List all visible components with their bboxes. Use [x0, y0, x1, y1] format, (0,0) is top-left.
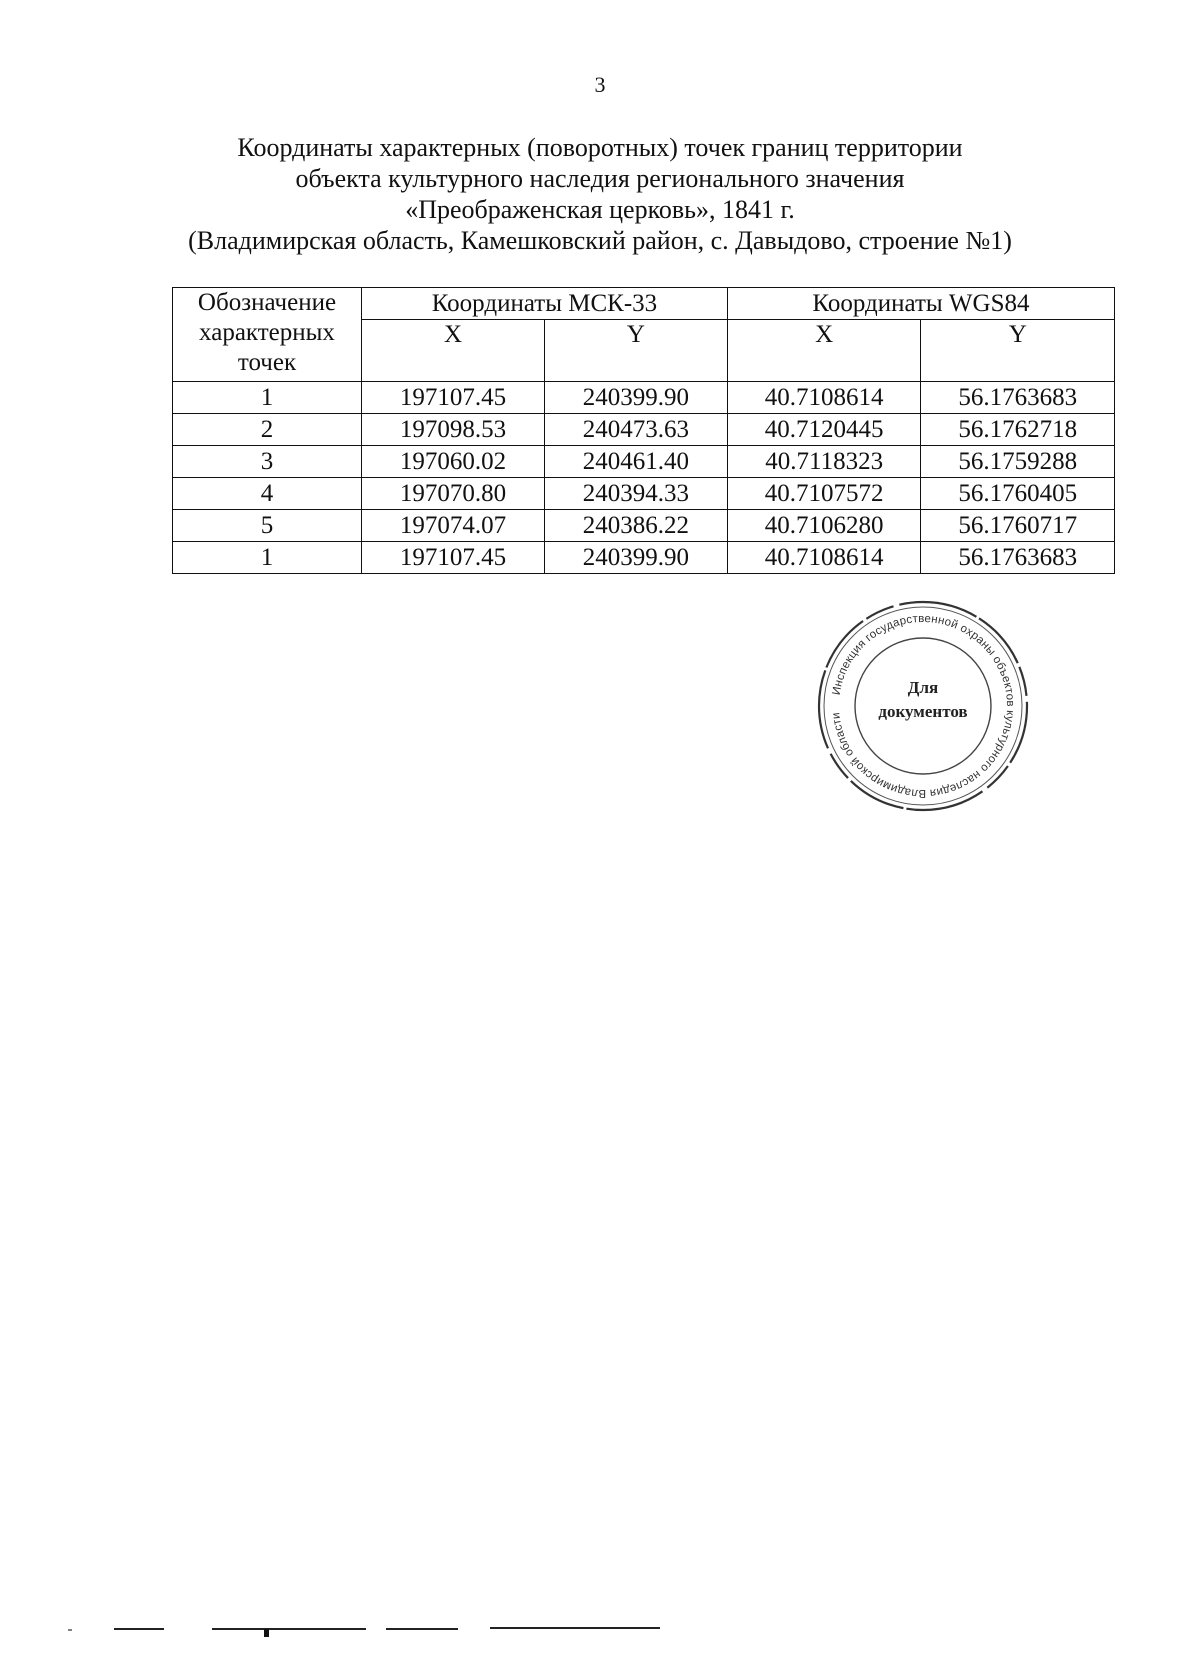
cell-msk-y: 240461.40 — [544, 446, 727, 478]
table-row — [173, 542, 1115, 574]
cell-msk-y: 240473.63 — [544, 414, 727, 446]
cell-wgs-y: 56.1762718 — [921, 414, 1115, 446]
table-row — [173, 446, 1115, 478]
header-msk-y: Y — [544, 320, 727, 382]
header-designation — [173, 288, 362, 382]
cell-wgs-x: 40.7108614 — [727, 542, 921, 574]
cell-wgs-y: 56.1763683 — [921, 542, 1115, 574]
header-wgs-y: Y — [921, 320, 1115, 382]
footer-scan-lines — [0, 1620, 1200, 1640]
header-designation-line: Обозначение — [197, 289, 337, 316]
cell-msk-y: 240399.90 — [544, 542, 727, 574]
cell-msk-y: 240394.33 — [544, 478, 727, 510]
coordinates-table — [172, 287, 1115, 574]
cell-msk-x: 197060.02 — [362, 446, 545, 478]
svg-text:Инспекция государственной охра: Инспекция государственной охраны объектов культурного наследия Владимирской области — [830, 612, 1017, 800]
stamp-center-text — [810, 676, 1036, 724]
cell-msk-x: 197107.45 — [362, 542, 545, 574]
cell-wgs-x: 40.7120445 — [727, 414, 921, 446]
table-row — [173, 478, 1115, 510]
header-designation-line: точек — [237, 349, 297, 376]
cell-wgs-y: 56.1759288 — [921, 446, 1115, 478]
header-wgs-x: X — [727, 320, 921, 382]
cell-point: 3 — [173, 446, 362, 478]
cell-point: 5 — [173, 510, 362, 542]
cell-wgs-x: 40.7106280 — [727, 510, 921, 542]
cell-wgs-y: 56.1760405 — [921, 478, 1115, 510]
header-msk-x: X — [362, 320, 545, 382]
cell-msk-y: 240399.90 — [544, 382, 727, 414]
header-wgs84: Координаты WGS84 — [727, 288, 1114, 320]
header-designation-line: характерных — [199, 319, 335, 346]
official-stamp — [810, 598, 1036, 814]
cell-point: 4 — [173, 478, 362, 510]
stamp-center-line-1: Для — [907, 678, 939, 697]
title-line-3: «Преображенская церковь», 1841 г. — [405, 195, 795, 224]
cell-msk-x: 197070.80 — [362, 478, 545, 510]
stamp-center-line-2: документов — [878, 702, 968, 721]
table-row — [173, 382, 1115, 414]
cell-msk-x: 197098.53 — [362, 414, 545, 446]
cell-wgs-x: 40.7108614 — [727, 382, 921, 414]
cell-wgs-y: 56.1763683 — [921, 382, 1115, 414]
title-line-2: объекта культурного наследия регионального значения — [295, 164, 905, 193]
cell-point: 1 — [173, 382, 362, 414]
cell-msk-x: 197074.07 — [362, 510, 545, 542]
table-row — [173, 510, 1115, 542]
title-line-1: Координаты характерных (поворотных) точек границ территории — [237, 133, 963, 162]
document-title — [0, 132, 1200, 256]
cell-wgs-x: 40.7107572 — [727, 478, 921, 510]
cell-wgs-x: 40.7118323 — [727, 446, 921, 478]
title-line-4: (Владимирская область, Камешковский район, с. Давыдово, строение №1) — [188, 226, 1012, 255]
table-row — [173, 414, 1115, 446]
cell-msk-x: 197107.45 — [362, 382, 545, 414]
cell-point: 2 — [173, 414, 362, 446]
cell-msk-y: 240386.22 — [544, 510, 727, 542]
header-msk33: Координаты МСК-33 — [362, 288, 728, 320]
cell-wgs-y: 56.1760717 — [921, 510, 1115, 542]
cell-point: 1 — [173, 542, 362, 574]
page-number: 3 — [594, 72, 606, 97]
